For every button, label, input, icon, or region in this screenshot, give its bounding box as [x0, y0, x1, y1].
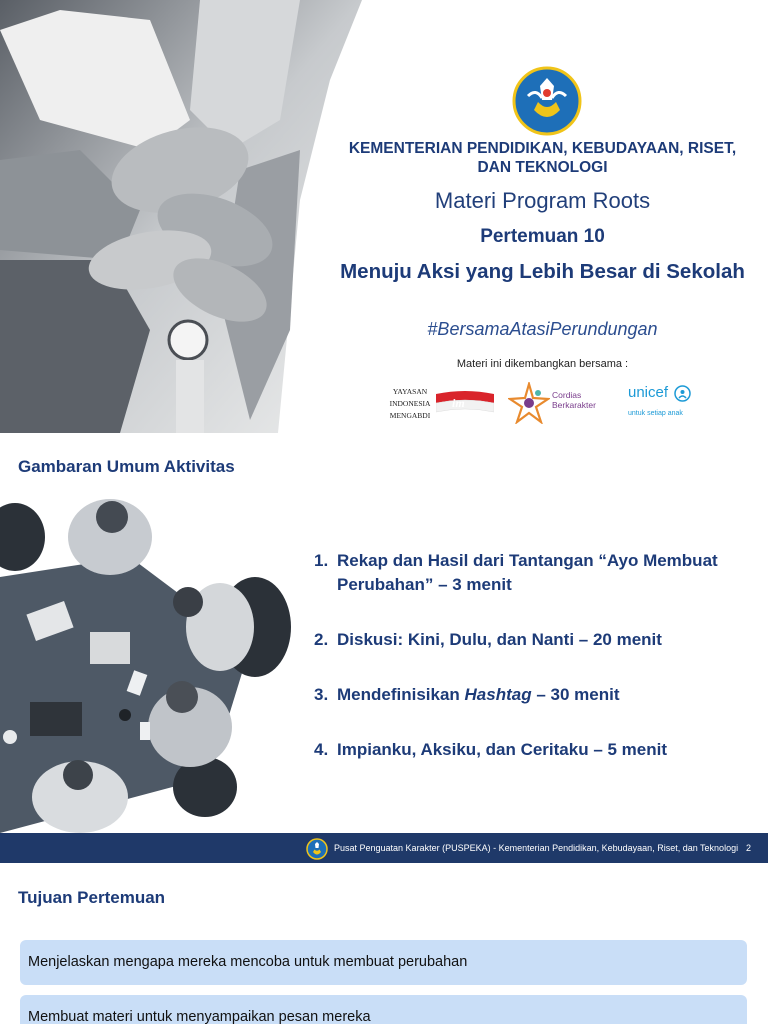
- activity-text: Impianku, Aksiku, dan Ceritaku – 5 menit: [337, 740, 668, 759]
- yim-name-line: YAYASAN: [392, 387, 428, 396]
- slide-footer: [0, 833, 768, 863]
- yim-mark: im: [452, 396, 465, 410]
- cordias-name-line: Cordias: [552, 390, 582, 400]
- unicef-tagline: untuk setiap anak: [628, 410, 683, 417]
- activity-item: [314, 738, 754, 762]
- program-title: Materi Program Roots: [434, 188, 651, 213]
- activity-text: Rekap dan Hasil dari Tantangan “Ayo Membuat Perubahan” – 3 menit: [337, 551, 718, 594]
- overview-title: Gambaran Umum Aktivitas: [18, 457, 235, 476]
- activity-text-suffix: – 30 menit: [531, 685, 620, 704]
- activity-number: 2.: [314, 630, 329, 649]
- unicef-wordmark: unicef: [628, 384, 669, 401]
- yim-name-line: MENGABDI: [389, 411, 431, 420]
- page-number: 2: [746, 843, 752, 853]
- tut-wuri-handayani-logo: [306, 838, 328, 860]
- team-meeting-photo: [0, 497, 300, 833]
- activity-item: [314, 628, 754, 652]
- cordias-star-icon: [508, 382, 550, 424]
- footer-institution: Pusat Penguatan Karakter (PUSPEKA) - Kementerian Pendidikan, Kebudayaan, Riset, dan Teknologi: [334, 843, 739, 853]
- activity-text-prefix: Mendefinisikan: [337, 685, 465, 704]
- meeting-number: Pertemuan 10: [480, 226, 605, 247]
- activity-list: [314, 549, 754, 793]
- ministry-name: KEMENTERIAN PENDIDIKAN, KEBUDAYAAN, RISET, DAN TEKNOLOGI: [348, 140, 737, 176]
- goal-card: [20, 995, 747, 1024]
- goals-title: Tujuan Pertemuan: [18, 888, 166, 907]
- campaign-hashtag: #BersamaAtasiPerundungan: [427, 319, 658, 339]
- goal-text: Menjelaskan mengapa mereka mencoba untuk membuat perubahan: [28, 954, 468, 970]
- cordias-name-line: Berkarakter: [552, 400, 596, 410]
- partner-logo-unicef: [626, 384, 706, 424]
- activity-item: [314, 683, 754, 707]
- activity-item: [314, 549, 754, 597]
- tut-wuri-handayani-logo: [512, 66, 582, 136]
- activity-text: Diskusi: Kini, Dulu, dan Nanti – 20 menit: [337, 630, 662, 649]
- partner-logo-yayasan-indonesia-mengabdi: [386, 384, 496, 424]
- stacked-hands-photo: [0, 0, 362, 433]
- cover-slide: [0, 0, 768, 433]
- partner-label: Materi ini dikembangkan bersama :: [456, 358, 629, 370]
- activity-number: 1.: [314, 551, 329, 570]
- activity-number: 3.: [314, 685, 329, 704]
- goal-text: Membuat materi untuk menyampaikan pesan mereka: [28, 1009, 371, 1024]
- meeting-topic: Menuju Aksi yang Lebih Besar di Sekolah: [340, 260, 745, 283]
- yim-name-line: INDONESIA: [389, 399, 431, 408]
- activity-text-emphasis: Hashtag: [464, 685, 532, 704]
- flag-ribbon-icon: [436, 390, 494, 416]
- goal-card: [20, 940, 747, 985]
- unicef-globe-icon: [674, 385, 691, 402]
- goals-slide: [0, 863, 768, 1024]
- partner-logo-cordias: [508, 380, 608, 426]
- overview-slide: [0, 433, 768, 863]
- activity-number: 4.: [314, 740, 329, 759]
